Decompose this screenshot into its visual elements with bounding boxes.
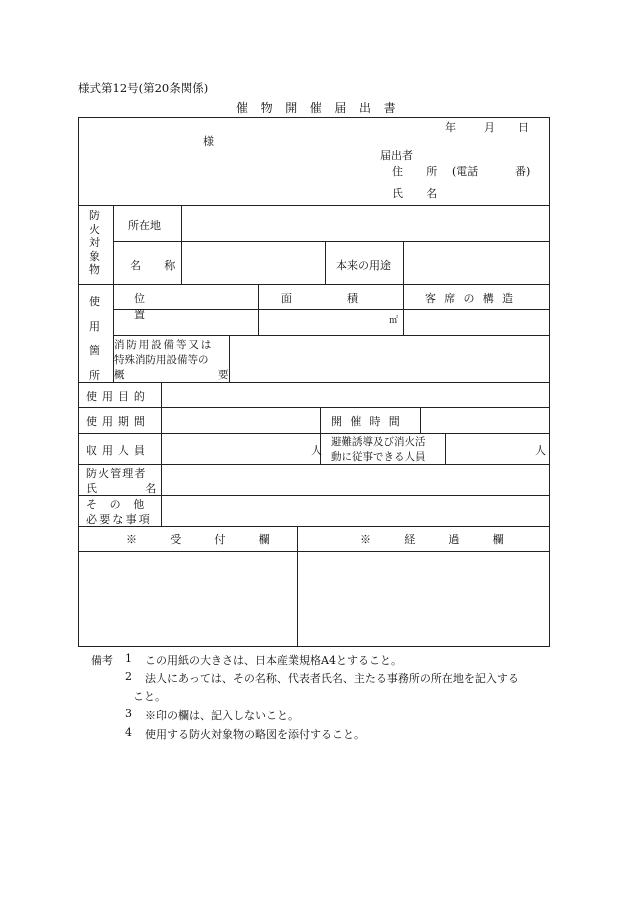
note-4-number: 4 bbox=[125, 726, 132, 739]
note-2-number: 2 bbox=[125, 670, 132, 683]
period-label: 使用期間 bbox=[86, 415, 150, 428]
note-1-text: この用紙の大きさは、日本産業規格A4とすること。 bbox=[145, 654, 402, 667]
seat-structure-label: 客席の構造 bbox=[425, 292, 522, 305]
area-label: 面積 bbox=[281, 292, 413, 305]
hours-label: 開催時間 bbox=[331, 415, 408, 428]
position-label-text: 位置 bbox=[134, 292, 205, 321]
capacity-unit: 人 bbox=[311, 444, 322, 457]
date-year-label: 年 bbox=[445, 121, 456, 134]
manager-label-line1: 防火管理者 bbox=[86, 467, 147, 480]
submitter-label: 届出者 bbox=[380, 149, 413, 162]
manager-label-line2: 氏名 bbox=[86, 482, 205, 495]
position-label bbox=[134, 290, 236, 322]
submitter-name-label: 氏 名 bbox=[392, 187, 448, 200]
note-3-number: 3 bbox=[125, 707, 132, 720]
fire-object-section-label: 防火対象物 bbox=[89, 209, 100, 276]
note-3-text: ※印の欄は、記入しないこと。 bbox=[145, 709, 299, 722]
date-month-label: 月 bbox=[484, 121, 495, 134]
address-label: 住 所 bbox=[392, 165, 448, 178]
reception-column-box bbox=[79, 552, 296, 645]
notes-heading: 備考 bbox=[91, 654, 113, 667]
equipment-label-line3a: 概 bbox=[114, 369, 125, 381]
capacity-label: 収用人員 bbox=[86, 444, 150, 457]
progress-column-box bbox=[298, 552, 548, 645]
equipment-label-line2: 特殊消防用設備等の bbox=[114, 354, 209, 366]
addressee-suffix: 様 bbox=[203, 135, 214, 148]
phone-open-label: (電話 bbox=[452, 165, 479, 178]
evac-staff-unit: 人 bbox=[535, 444, 546, 457]
note-1-number: 1 bbox=[125, 652, 132, 665]
other-label-line1: その他 bbox=[86, 498, 157, 511]
area-unit: ㎡ bbox=[389, 316, 399, 326]
phone-close-label: 番) bbox=[515, 165, 531, 178]
object-name-label: 名 称 bbox=[130, 259, 186, 272]
evac-staff-label-line2: 動に従事できる人員 bbox=[331, 451, 426, 463]
location-label: 所在地 bbox=[128, 219, 161, 232]
note-2-continuation: こと。 bbox=[133, 690, 166, 703]
other-label-line2: 必要な事項 bbox=[86, 513, 152, 526]
equipment-label-line3b: 要 bbox=[218, 369, 229, 381]
date-day-label: 日 bbox=[518, 121, 529, 134]
original-use-label: 本来の用途 bbox=[336, 259, 391, 272]
purpose-label: 使用目的 bbox=[86, 390, 150, 403]
form-number: 様式第12号(第20条関係) bbox=[78, 81, 209, 95]
evac-staff-label-line1: 避難誘導及び消火活 bbox=[331, 436, 426, 448]
note-2-text: 法人にあっては、その名称、代表者氏名、主たる事務所の所在地を記入する bbox=[145, 672, 519, 685]
page-title: 催物開催届出書 bbox=[236, 101, 409, 115]
note-4-text: 使用する防火対象物の略図を添付すること。 bbox=[145, 728, 365, 741]
reception-column-label: ※ 受 付 欄 bbox=[126, 533, 285, 546]
progress-column-label: ※ 経 過 欄 bbox=[360, 533, 519, 546]
equipment-label-line1: 消防用設備等又は bbox=[114, 339, 214, 351]
usage-area-section-label: 使用箇所 bbox=[89, 295, 100, 382]
